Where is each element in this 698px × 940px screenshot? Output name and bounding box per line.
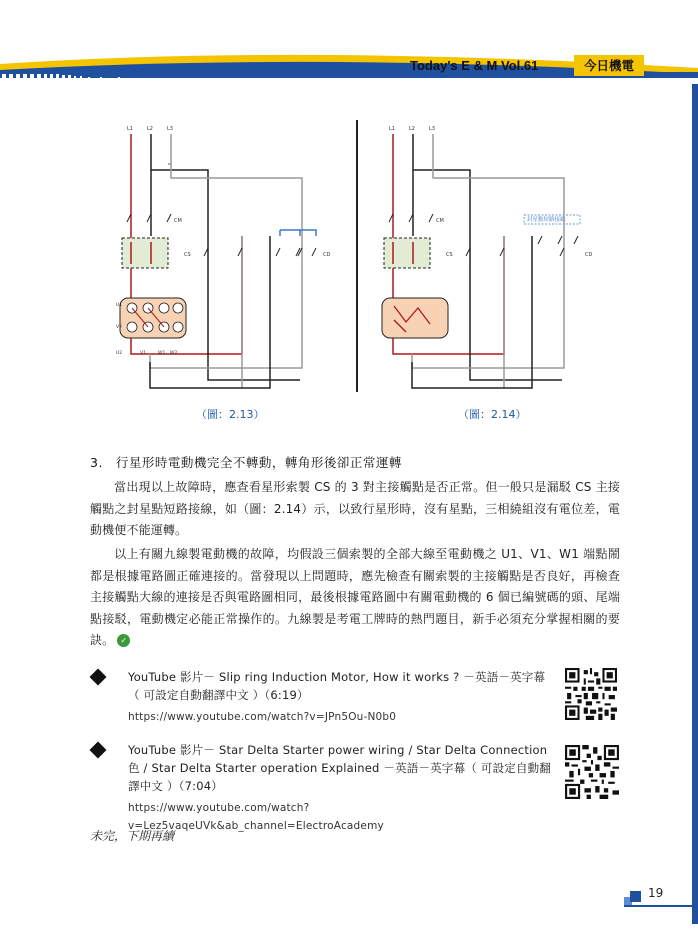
annotation-star-point: 封星點短路接線 [527, 217, 566, 223]
line-label-l3: L3 [167, 126, 173, 132]
section-heading: 3. 行星形時電動機完全不轉動，轉角形後卻正常運轉 [90, 455, 402, 470]
page-marker-large [630, 891, 641, 902]
video-1-title: YouTube 影片－ Slip ring Induction Motor, How it works ? －英語－英字幕（ 可設定自動翻譯中文 ）（6:19） [128, 670, 546, 702]
qr-code-icon [565, 668, 617, 720]
terminal-w1: W1 [158, 351, 166, 356]
paragraph-2 [90, 544, 620, 652]
to-be-continued-note: 未完，下期再續 [90, 829, 175, 843]
contactor-label-cd: CD [323, 252, 331, 258]
contactor-label-cs: CS [446, 252, 453, 258]
contactor-label-cm: CM [174, 218, 182, 224]
video-2-title: YouTube 影片－ Star Delta Starter power wiring / Star Delta Connection 色 / Star Delta Starter operation Explained －英語－英字幕（ 可設定自動翻譯中文 ）（7:04） [128, 743, 552, 793]
video-entry-1 [128, 668, 554, 726]
contactor-label-cs: CS [184, 252, 191, 258]
diamond-bullet-icon [90, 669, 107, 686]
contactor-box [384, 238, 430, 268]
magazine-title: Today's E & M Vol.61 [410, 58, 539, 73]
terminal-u2: U2 [116, 351, 123, 356]
contactor-label-cd: CD [585, 252, 593, 258]
paragraph-1-text: 當出現以上故障時，應查看星形索製 CS 的 3 對主接觸點是否正常。但一般只是漏駁 CS 主接觸點之封星點短路接線，如（圖：2.14）示，以致行星形時，沒有星點，三相繞組沒有電位差，電動機便不能運轉。 [90, 480, 620, 537]
paragraph-2-text: 以上有關九線製電動機的故障，均假設三個索製的全部大線至電動機之 U1、V1、W1 端點鬧都是根據電路圖正確連接的。當發現以上問題時，應先檢查有關索製的主接觸點是否良好，再檢查主接觸點大線的連接是否與電路圖相同，最後根據電路圖中有關電動機的 6 個已編號碼的頭、尾端點接駁，電動機定必能正常操作的。九線製是考電工牌時的熱門題目，新手必須充分掌握相關的要訣。 [90, 547, 620, 647]
page-number: 19 [648, 886, 664, 900]
video-1-link[interactable]: https://www.youtube.com/watch?v=JPn5Ou-N0b0 [128, 711, 397, 723]
line-label-l2: L2 [409, 126, 415, 132]
circuit-diagram-2-13 [110, 118, 340, 390]
line-label-l1: L1 [389, 126, 395, 132]
end-mark-icon: ✓ [117, 634, 130, 647]
magazine-badge: 今日機電 [574, 55, 644, 76]
caption-2-14: （圖：2.14） [458, 408, 527, 421]
paragraph-1 [90, 477, 620, 542]
terminal-w2: W2 [170, 351, 178, 356]
terminal-v2: V2 [116, 325, 122, 330]
page-footer-rule [624, 905, 698, 907]
line-label-l2: L2 [147, 126, 153, 132]
qr-code-icon [565, 745, 619, 799]
video-2-link[interactable]: https://www.youtube.com/watch?v=Lez5vaqeUVk&ab_channel=ElectroAcademy [128, 802, 384, 832]
terminal-u1: U1 [116, 303, 123, 308]
line-label-l1: L1 [127, 126, 133, 132]
contactor-label-cm: CM [436, 218, 444, 224]
motor-terminal-box [382, 298, 448, 338]
diamond-bullet-icon [90, 742, 107, 759]
right-edge-bar [692, 84, 698, 924]
terminal-v1: V1 [140, 351, 146, 356]
circuit-diagram-2-14 [372, 118, 602, 390]
video-entry-2 [128, 741, 554, 835]
caption-2-13: （圖：2.13） [196, 408, 265, 421]
contactor-box [122, 238, 168, 268]
diagram-divider [356, 120, 358, 392]
line-label-l3: L3 [429, 126, 435, 132]
